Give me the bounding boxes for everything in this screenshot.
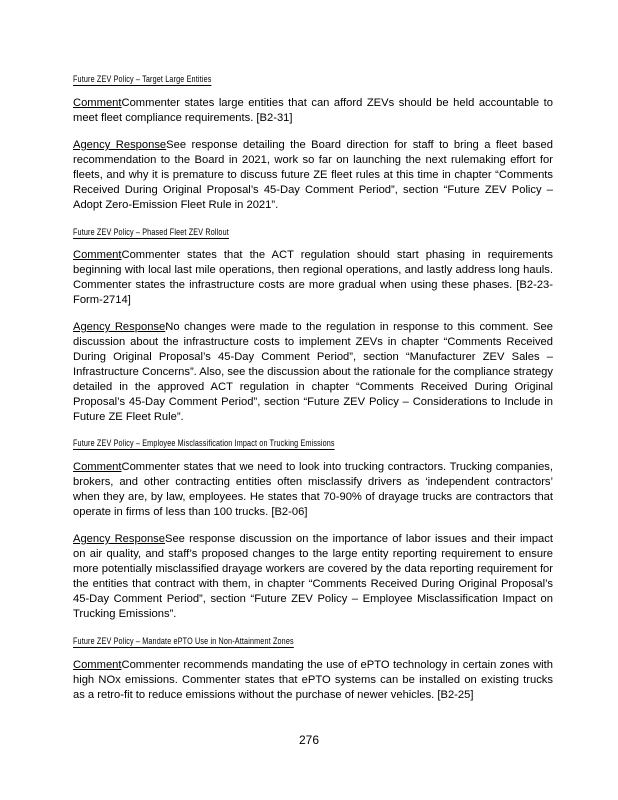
comment-paragraph <box>73 96 553 126</box>
comment-text: Commenter states that the ACT regulation should start phasing in requirements beginning with local last mile operations, then regional operations, and lastly address long hauls. Commenter states the infrastructure costs are more gradual when using these phases. [B2-23-Form-2714] <box>73 249 553 306</box>
comment-label: Comment <box>73 659 122 671</box>
comment-label: Comment <box>73 461 122 473</box>
response-label: Agency Response <box>73 139 167 151</box>
response-text: See response discussion on the importance of labor issues and their impact on air quality, and staff’s proposed changes to the large entity reporting requirement to ensure more potentially misclassified drayage workers are covered by the data reporting requirement for the entities that contract with them, in chapter “Comments Received During Original Proposal’s 45-Day Comment Period”, section “Future ZEV Policy – Employee Misclassification Impact on Trucking Emissions”. <box>73 533 553 620</box>
comment-paragraph <box>73 658 553 703</box>
comment-label: Comment <box>73 97 122 109</box>
comment-paragraph <box>73 460 553 520</box>
section-heading: Future ZEV Policy – Phased Fleet ZEV Rollout <box>73 227 229 237</box>
comment-text: Commenter states large entities that can afford ZEVs should be held accountable to meet fleet compliance requirements. [B2-31] <box>73 97 553 124</box>
section-heading: Future ZEV Policy – Employee Misclassification Impact on Trucking Emissions <box>73 438 335 448</box>
response-text: No changes were made to the regulation in response to this comment. See discussion about the infrastructure costs to implement ZEVs in chapter “Comments Received During Original Proposal’s 45-Day Comment Period”, section “Manufacturer ZEV Sales – Infrastructure Concerns”. Also, see the discussion about the rationale for the compliance strategy detailed in the approved ACT regulation in chapter “Comments Received During Original Proposal’s 45-Day Comment Period”, section “Future ZEV Policy – Considerations to Include in Future ZE Fleet Rule”. <box>73 321 553 423</box>
response-text: See response detailing the Board direction for staff to bring a fleet based recommendation to the Board in 2021, work so far on launching the next rulemaking effort for fleets, and why it is premature to discuss future ZE fleet rules at this time in chapter “Comments Received During Original Proposal’s 45-Day Comment Period”, section “Future ZEV Policy – Adopt Zero-Emission Fleet Rule in 2021”. <box>73 139 553 211</box>
section-heading: Future ZEV Policy – Mandate ePTO Use in Non-Attainment Zones <box>73 636 294 646</box>
section-heading: Future ZEV Policy – Target Large Entities <box>73 74 212 84</box>
comment-label: Comment <box>73 249 122 261</box>
comment-text: Commenter states that we need to look into trucking contractors. Trucking companies, brokers, and other contracting entities often misclassify drivers as ‘independent contractors’ when they are, by law, employees. He states that 70-90% of drayage trucks are contractors that operate in firms of less than 100 trucks. [B2-06] <box>73 461 553 518</box>
response-label: Agency Response <box>73 321 166 333</box>
response-label: Agency Response <box>73 533 165 545</box>
page-number: 276 <box>298 733 320 747</box>
comment-text: Commenter recommends mandating the use of ePTO technology in certain zones with high NOx emissions. Commenter states that ePTO systems can be installed on existing trucks as a retro-fit to reduce emissions without the purchase of newer vehicles. [B2-25] <box>73 659 553 701</box>
comment-paragraph <box>73 248 553 308</box>
response-paragraph <box>73 532 553 622</box>
response-paragraph <box>73 320 553 425</box>
response-paragraph <box>73 138 553 213</box>
